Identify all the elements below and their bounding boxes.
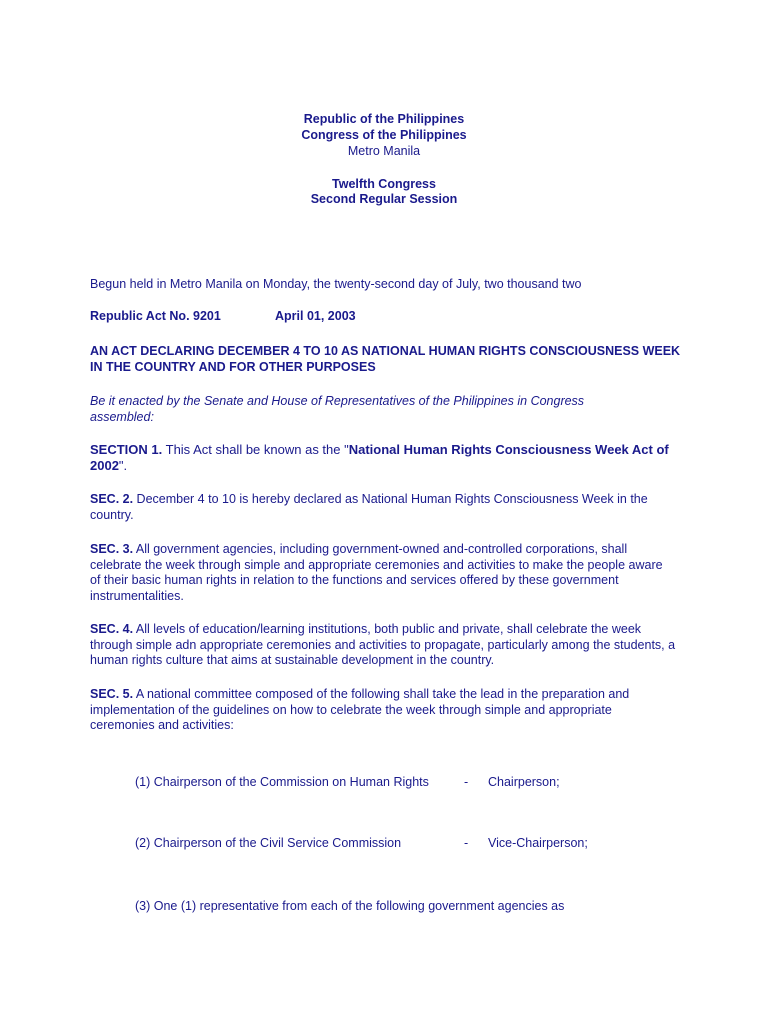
section-4-text: All levels of education/learning institutions, both public and private, shall celebrate the week through simple adn appropriate ceremonies and activities to propagate, particularly among the students, a human rights culture that aims at sustainable development in the country.: [90, 622, 676, 667]
section-3-text: All government agencies, including government-owned and-controlled corporations, shall celebrate the week through simple and appropriate ceremonies and activities to make the people aware of their basic human rights in relation to the functions and services offered by these government instrumentalities.: [90, 542, 663, 603]
committee-item: [135, 899, 564, 915]
section-1-label: SECTION 1.: [90, 442, 163, 457]
header-session: Second Regular Session: [310, 192, 458, 206]
committee-role: Chairperson;: [488, 775, 560, 789]
section-1: [90, 442, 690, 473]
section-3: [90, 542, 670, 604]
enacting-clause: Be it enacted by the Senate and House of Representatives of the Philippines in Congress assembled:: [90, 394, 585, 424]
section-5: [90, 687, 675, 734]
section-5-label: SEC. 5.: [90, 687, 134, 701]
committee-item: [135, 836, 588, 852]
act-title: AN ACT DECLARING DECEMBER 4 TO 10 AS NATIONAL HUMAN RIGHTS CONSCIOUSNESS WEEK IN THE COUNTRY AND FOR OTHER PURPOSES: [90, 344, 681, 374]
section-4-label: SEC. 4.: [90, 622, 134, 636]
section-3-label: SEC. 3.: [90, 542, 134, 556]
act-reference: [90, 309, 680, 325]
section-1-short-title: National Human Rights Consciousness Week Act of 2002: [90, 442, 669, 473]
header-republic: Republic of the Philippines: [303, 112, 465, 126]
begun-statement: Begun held in Metro Manila on Monday, the twenty-second day of July, two thousand two: [90, 277, 582, 291]
section-2-label: SEC. 2.: [90, 492, 134, 506]
act-number: Republic Act No. 9201: [90, 309, 221, 323]
header-congress-number: Twelfth Congress: [332, 177, 436, 191]
section-2: [90, 492, 670, 523]
committee-dash: -: [464, 836, 469, 850]
committee-member: (1) Chairperson of the Commission on Human Rights: [135, 775, 429, 789]
act-date: April 01, 2003: [275, 309, 356, 323]
committee-dash: -: [464, 775, 469, 789]
section-5-text: A national committee composed of the following shall take the lead in the preparation and implementation of the guidelines on how to celebrate the week through simple and appropriate ceremonies and activities:: [90, 687, 630, 732]
header-location: Metro Manila: [347, 144, 421, 158]
committee-member: (2) Chairperson of the Civil Service Commission: [135, 836, 402, 850]
section-2-text: December 4 to 10 is hereby declared as National Human Rights Consciousness Week in the country.: [90, 492, 648, 522]
committee-member: (3) One (1) representative from each of the following government agencies as: [135, 899, 565, 913]
section-4: [90, 622, 680, 669]
section-1-text-post: ".: [118, 457, 128, 473]
header-congress: Congress of the Philippines: [301, 128, 467, 142]
committee-role: Vice-Chairperson;: [488, 836, 588, 850]
section-1-text-pre: This Act shall be known as the ": [162, 442, 349, 457]
committee-item: [135, 775, 560, 791]
